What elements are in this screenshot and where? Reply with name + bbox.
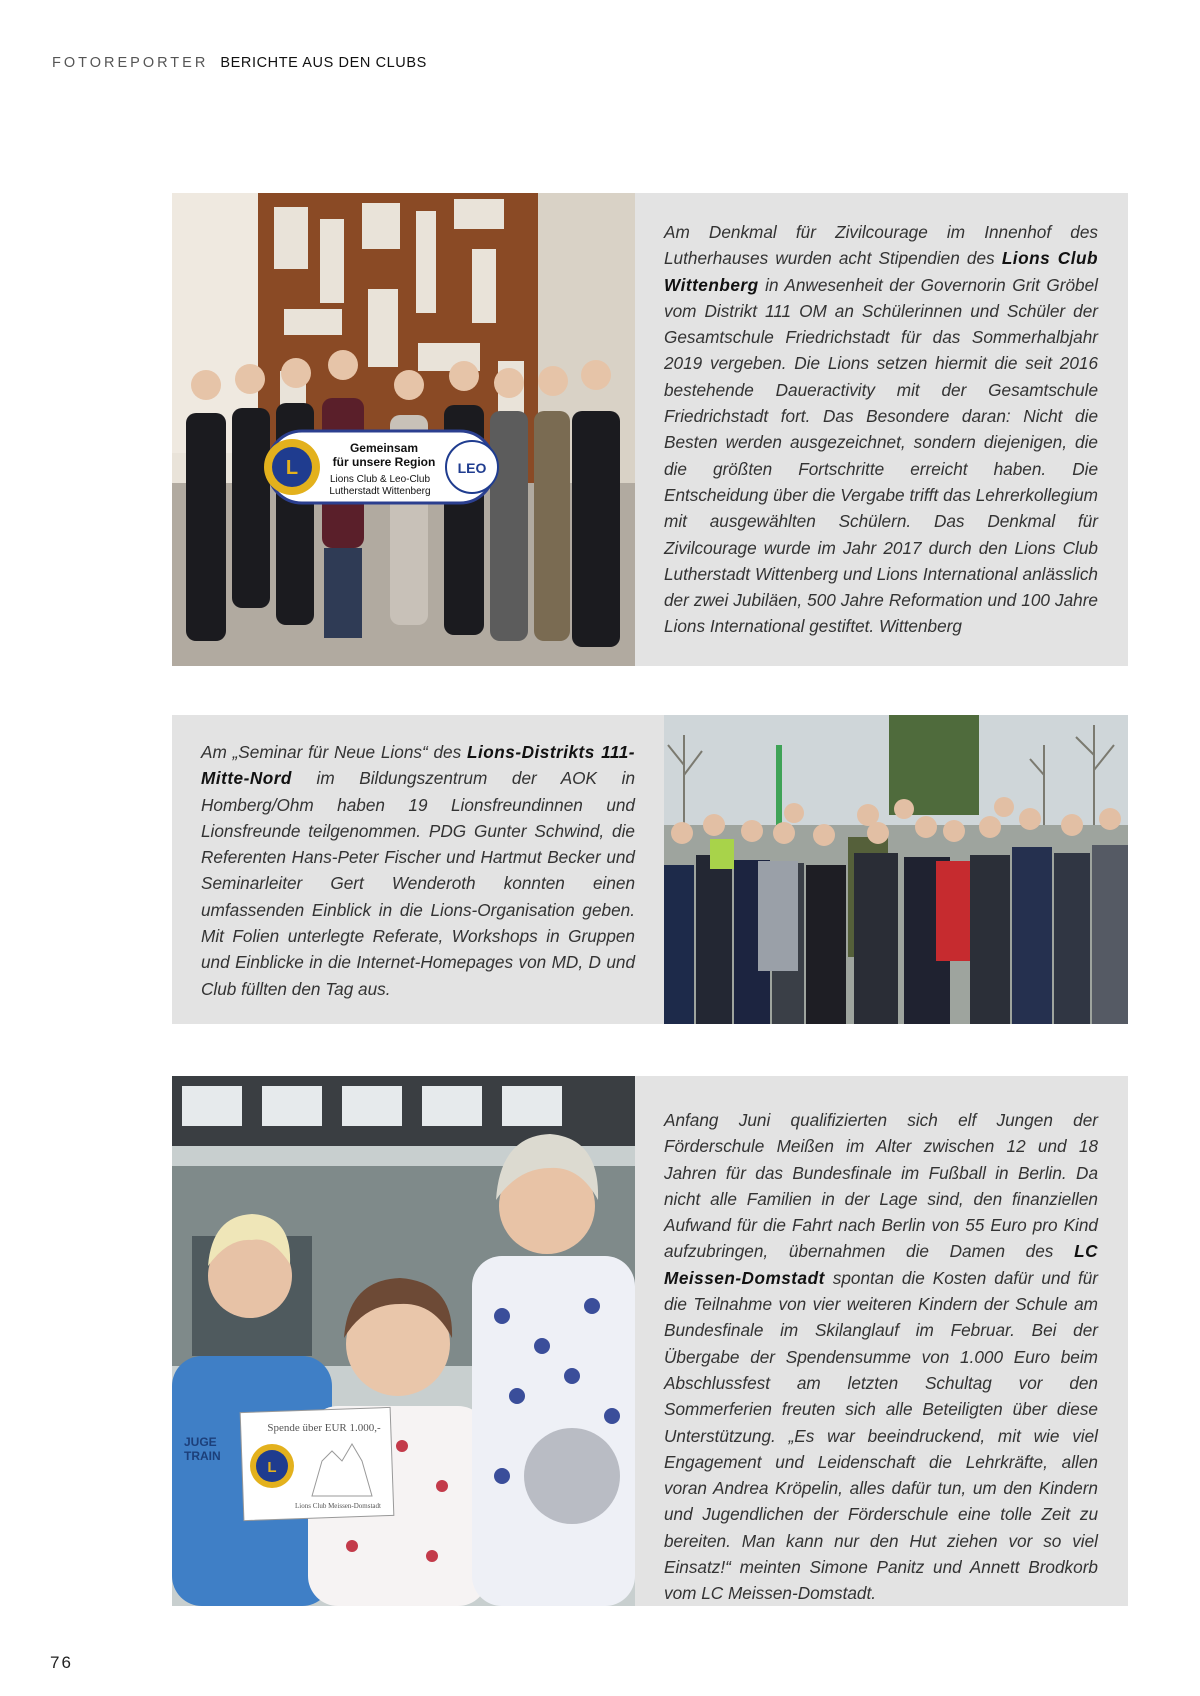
cheque-logo-letter: L [267, 1459, 277, 1476]
shirt-text-1: JUGE [184, 1435, 217, 1449]
photo-seminar-illustration [664, 715, 1128, 1024]
cheque-club: Lions Club Meissen-Domstadt [295, 1502, 381, 1510]
header-subsection: BERICHTE AUS DEN CLUBS [220, 55, 427, 71]
banner-logo-letter: L [285, 457, 299, 479]
photo-meissen-illustration [172, 1076, 635, 1606]
page-number: 76 [50, 1653, 73, 1672]
photo-wittenberg-group [172, 193, 635, 666]
photo-seminar-group [664, 715, 1128, 1024]
club-name-highlight: Lions Club Wittenberg [664, 248, 1098, 295]
header-section: FOTOREPORTER [52, 55, 209, 71]
article-text-seminar: Am „Seminar für Neue Lions“ des Lions-Distrikts 111-Mitte-Nord im Bildungszentrum der AOK in Homberg/Ohm haben 19 Lionsfreundinnen und Lionsfreunde teilgenommen. PDG Gunter Schwind, die Referenten Hans-Peter Fischer und Hartmut Becker und Seminarleiter Gert Wenderoth konnten einen umfassenden Einblick in die Lions-Organisation geben. Mit Folien unterlegte Referate, Workshops in Gruppen und Einblicke in die Internet-Homepages von MD, D und Club füllten den Tag aus. [201, 742, 635, 999]
cheque-title: Spende über EUR 1.000,- [267, 1422, 381, 1434]
article-card-seminar [172, 715, 1128, 1024]
banner-line-4: Lutherstadt Wittenberg [329, 486, 431, 497]
district-name-highlight: Lions-Distrikts 111-Mitte-Nord [201, 742, 635, 789]
shirt-text-2: TRAIN [184, 1449, 221, 1463]
donation-cheque [240, 1407, 394, 1520]
banner-line-2: für unsere Region [332, 455, 436, 469]
club-name-highlight: LC Meissen-Domstadt [664, 1241, 1098, 1288]
photo-wittenberg-illustration [172, 193, 635, 666]
article-card-wittenberg [172, 193, 1128, 666]
article-text-wittenberg: Am Denkmal für Zivilcourage im Innenhof des Lutherhauses wurden acht Stipendien des Lions Club Wittenberg in Anwesenheit der Governorin Grit Gröbel vom Distrikt 111 OM an Schülerinnen und Schüler der Gesamtschule Friedrichstadt für das Sommerhalbjahr 2019 vergeben. Die Lions setzen hiermit die seit 2016 bestehende Daueractivity mit der Gesamtschule Friedrichstadt fort. Das Besondere daran: Nicht die Besten werden ausgezeichnet, sondern diejenigen, die die größten Fortschritte erreicht haben. Die Entscheidung über die Vergabe trifft das Lehrerkollegium mit ausgewählten Schülern. Das Denkmal für Zivilcourage wurde im Jahr 2017 durch den Lions Club Lutherstadt Wittenberg und Lions International anlässlich der zwei Jubiläen, 500 Jahre Reformation und 100 Jahre Lions International gestiftet. Wittenberg [664, 222, 1098, 637]
article-card-meissen [172, 1076, 1128, 1606]
photo-meissen-donation [172, 1076, 635, 1606]
page-header [52, 55, 427, 71]
banner-line-3: Lions Club & Leo-Club [329, 474, 431, 485]
article-text-meissen: Anfang Juni qualifizierten sich elf Jungen der Förderschule Meißen im Alter zwischen 12 und 18 Jahren für das Bundesfinale im Fußball in Berlin. Da nicht alle Familien in der Lage sind, den finanziellen Aufwand für die Fahrt nach Berlin von 55 Euro pro Kind aufzubringen, übernahmen die Damen des LC Meissen-Domstadt spontan die Kosten dafür und für die Teilnahme von vier weiteren Kindern der Schule am Bundesfinale im Skilanglauf im Februar. Bei der Übergabe der Spendensumme von 1.000 Euro beim Abschlussfest am letzten Schultag vor den Sommerferien freuten sich alle Beteiligten über diese Unterstützung. „Es war beeindruckend, mit wie viel Engagement und Leidenschaft die Lehrkräfte, allen voran Andrea Kröpelin, alles dafür tun, um den Kindern und Jugendlichen der Förderschule eine tolle Zeit zu bereiten. Man kann nur den Hut ziehen vor so viel Einsatz!“ meinten Simone Panitz und Annett Brodkorb vom LC Meissen-Domstadt. [664, 1110, 1098, 1604]
banner-line-1: Gemeinsam [349, 441, 419, 455]
leo-logo-text: LEO [457, 460, 487, 476]
football [524, 1428, 620, 1524]
